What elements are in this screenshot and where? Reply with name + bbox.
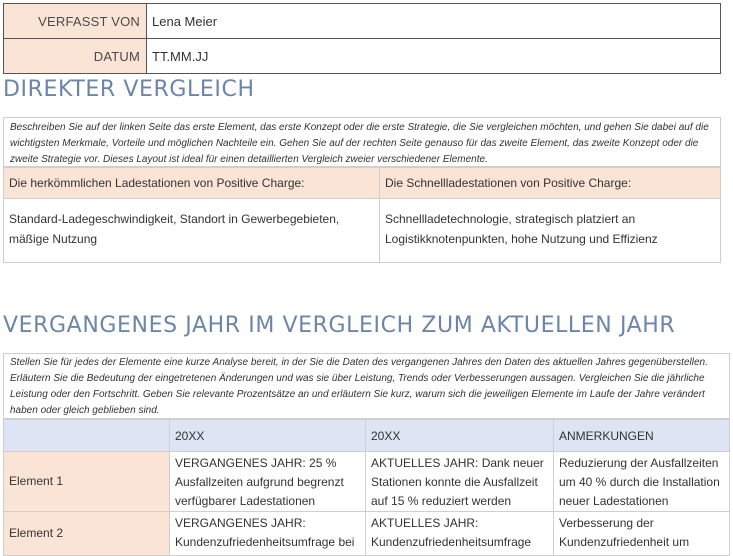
author-row	[4, 4, 721, 39]
row-label[interactable]: Element 1	[4, 452, 170, 512]
direct-comparison-table	[3, 167, 721, 263]
comparison-header-row	[4, 168, 721, 199]
year-comparison-table	[3, 419, 730, 556]
notes-cell[interactable]: Verbesserung der Kundenzufriedenheit um	[554, 512, 730, 556]
author-value[interactable]: Lena Meier	[147, 4, 721, 39]
past-year-cell[interactable]: VERGANGENES JAHR: 25 % Ausfallzeiten aufgrund begrenzt verfügbarer Ladestationen	[170, 452, 366, 512]
section-title-direct-comparison: DIREKTER VERGLEICH	[3, 77, 255, 102]
comparison-body-row	[4, 199, 721, 263]
date-row	[4, 39, 721, 74]
section1-description: Beschreiben Sie auf der linken Seite das erste Element, das erste Konzept oder die erste Strategie, die Sie vergleichen möchten, und gehen Sie dabei auf die wichtigsten Merkmale, Vorteile und möglichen Nachteile ein. Gehen Sie auf der rechten Seite genauso für das zweite Element, das zweite Konzept oder die zweite Strategie vor. Dieses Layout ist ideal für einen detaillierten Vergleich zweier verschiedener Elemente.	[3, 117, 721, 167]
author-label: VERFASST VON	[4, 4, 147, 39]
right-body-cell[interactable]: Schnellladetechnologie, strategisch platziert an Logistikknotenpunkten, hohe Nutzung und Effizienz	[380, 199, 721, 263]
date-value[interactable]: TT.MM.JJ	[147, 39, 721, 74]
notes-cell[interactable]: Reduzierung der Ausfallzeiten um 40 % durch die Installation neuer Ladestationen	[554, 452, 730, 512]
header-cell-notes[interactable]: ANMERKUNGEN	[554, 420, 730, 452]
right-header-cell[interactable]: Die Schnellladestationen von Positive Charge:	[380, 168, 721, 199]
meta-table	[3, 3, 721, 74]
section-title-year-comparison: VERGANGENES JAHR IM VERGLEICH ZUM AKTUELLEN JAHR	[3, 313, 676, 338]
row-label[interactable]: Element 2	[4, 512, 170, 556]
left-header-cell[interactable]: Die herkömmlichen Ladestationen von Positive Charge:	[4, 168, 380, 199]
table-row	[4, 512, 730, 556]
header-cell-past-year[interactable]: 20XX	[170, 420, 366, 452]
header-cell-current-year[interactable]: 20XX	[366, 420, 554, 452]
year-header-row	[4, 420, 730, 452]
past-year-cell[interactable]: VERGANGENES JAHR: Kundenzufriedenheitsumfrage bei	[170, 512, 366, 556]
section2-description: Stellen Sie für jedes der Elemente eine kurze Analyse bereit, in der Sie die Daten des vergangenen Jahres den Daten des aktuellen Jahres gegenüberstellen. Erläutern Sie die Bedeutung der eingetretenen Änderungen und was sie über Leistung, Trends oder Verbesserungen aussagen. Vergleichen Sie die jährliche Leistung oder den Fortschritt. Geben Sie relevante Prozentsätze an und erläutern Sie kurz, warum sich die jeweiligen Elemente im Laufe der Jahre verändert haben oder gleich geblieben sind.	[3, 353, 730, 419]
date-label: DATUM	[4, 39, 147, 74]
current-year-cell[interactable]: AKTUELLES JAHR: Kundenzufriedenheitsumfrage	[366, 512, 554, 556]
current-year-cell[interactable]: AKTUELLES JAHR: Dank neuer Stationen konnte die Ausfallzeit auf 15 % reduziert werden	[366, 452, 554, 512]
header-cell-empty	[4, 420, 170, 452]
left-body-cell[interactable]: Standard-Ladegeschwindigkeit, Standort in Gewerbegebieten, mäßige Nutzung	[4, 199, 380, 263]
table-row	[4, 452, 730, 512]
